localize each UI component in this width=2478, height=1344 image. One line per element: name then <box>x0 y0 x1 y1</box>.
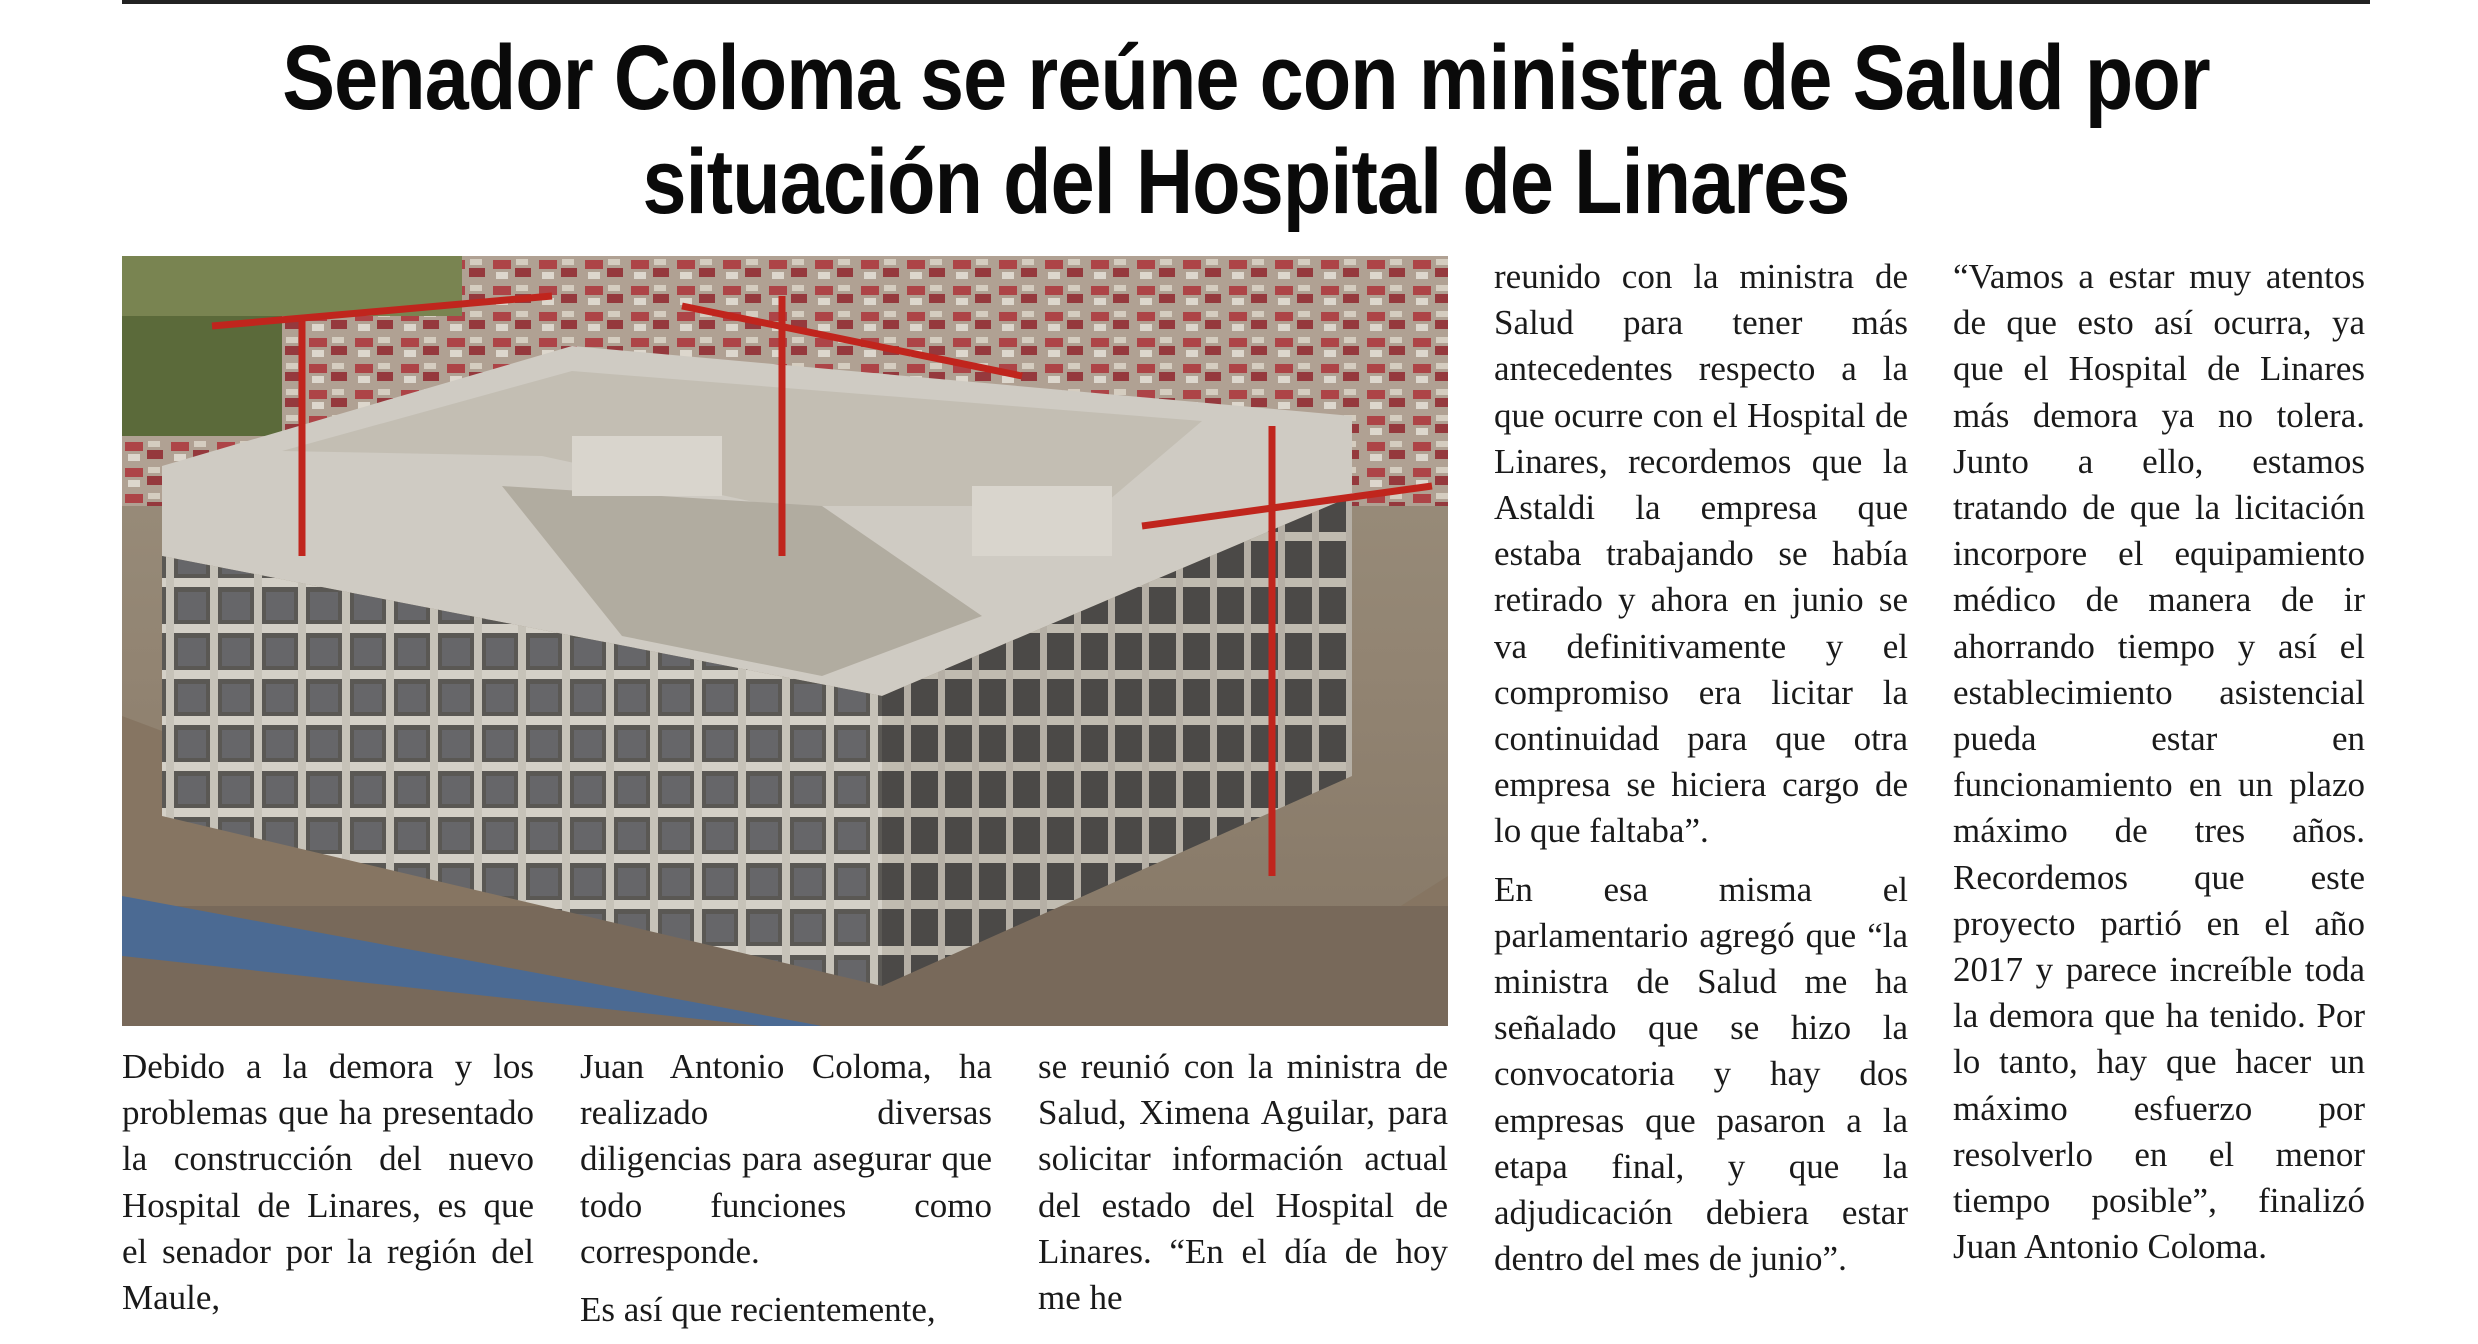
article-column-5 <box>1953 254 2365 1270</box>
paragraph: se reunió con la ministra de Salud, Ximena Aguilar, para solicitar información actual del estado del Hospital de Linares. “En el día de hoy me he <box>1038 1047 1448 1318</box>
article-column-1 <box>122 1044 534 1321</box>
paragraph: “Vamos a estar muy atentos de que esto así ocurra, ya que el Hospital de Linares más demora ya no tolera. Junto a ello, estamos tratando de que la licitación incorpore el equipamiento médico de manera de ir ahorrando tiempo y así el establecimiento asistencial pueda estar en funcionamiento en un plazo máximo de tres años. Recordemos que este proyecto partió en el año 2017 y parece increíble toda la demora que ha tenido. Por lo tanto, hay que hacer un máximo esfuerzo por resolverlo en el menor tiempo posible”, finalizó Juan Antonio Coloma. <box>1953 257 2365 1267</box>
paragraph: Es así que recientemente, <box>580 1290 936 1330</box>
article-column-4 <box>1494 254 1908 1282</box>
paragraph: Debido a la demora y los problemas que ha presentado la construcción del nuevo Hospital de Linares, es que el senador por la región del Maule, <box>122 1047 534 1318</box>
headline: Senador Coloma se reúne con ministra de Salud por situación del Hospital de Linares <box>282 27 2210 233</box>
article-column-3 <box>1038 1044 1448 1321</box>
paragraph: Juan Antonio Coloma, ha realizado diversas diligencias para asegurar que todo funciones como corresponde. <box>580 1047 992 1271</box>
hospital-construction-photo <box>122 256 1448 1026</box>
top-rule <box>122 0 2370 4</box>
article-column-2 <box>580 1044 992 1333</box>
paragraph: En esa misma el parlamentario agregó que “la ministra de Salud me ha señalado que se hizo la convocatoria y hay dos empresas que pasaron a la etapa final, y que la adjudicación debiera estar dentro del mes de junio”. <box>1494 869 1908 1279</box>
paragraph: reunido con la ministra de Salud para tener más antecedentes respecto a la que ocurre con el Hospital de Linares, recordemos que la Astaldi la empresa que estaba trabajando se había retirado y ahora en junio se va definitivamente y el compromiso era licitar la continuidad para que otra empresa se hiciera cargo de lo que faltaba”. <box>1494 257 1908 851</box>
